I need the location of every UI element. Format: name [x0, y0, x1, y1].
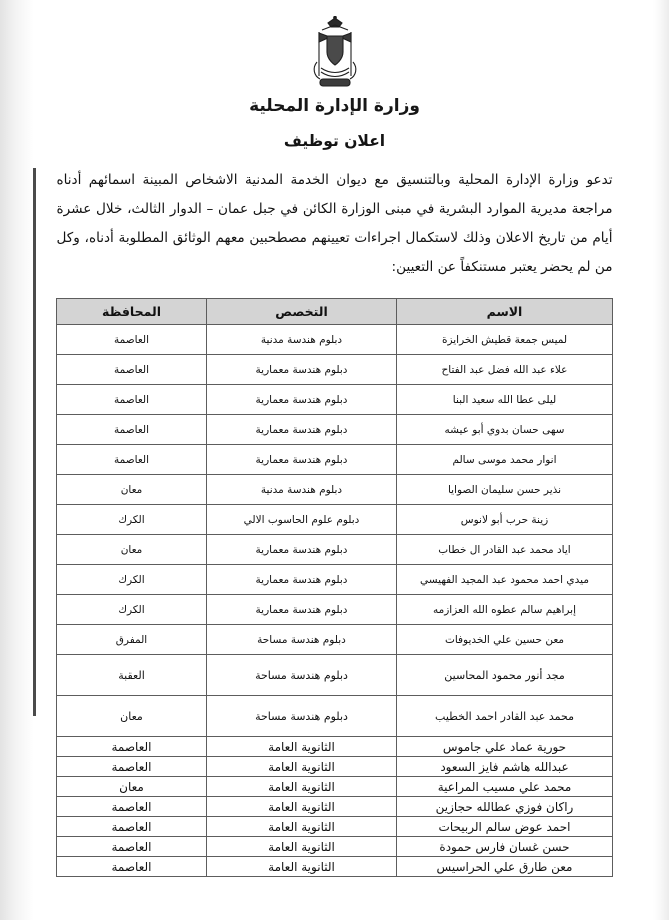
cell-specialty: دبلوم هندسة مدنية — [207, 475, 397, 505]
cell-specialty: دبلوم هندسة مساحة — [207, 625, 397, 655]
cell-name: عبدالله هاشم فايز السعود — [397, 757, 613, 777]
column-header-name: الاسم — [397, 299, 613, 325]
cell-governorate: العاصمة — [57, 325, 207, 355]
table-row — [57, 757, 613, 777]
ministry-name: وزارة الإدارة المحلية — [249, 96, 420, 116]
cell-governorate: العاصمة — [57, 857, 207, 877]
cell-name: محمد علي مسيب المراعية — [397, 777, 613, 797]
cell-governorate: العاصمة — [57, 817, 207, 837]
table-row — [57, 655, 613, 696]
cell-name: ميدي احمد محمود عبد المجيد الفهيسي — [397, 565, 613, 595]
table-row — [57, 505, 613, 535]
cell-name: اياد محمد عبد القادر ال خطاب — [397, 535, 613, 565]
cell-specialty: دبلوم هندسة معمارية — [207, 385, 397, 415]
cell-governorate: العاصمة — [57, 797, 207, 817]
cell-name: احمد عوض سالم الربيحات — [397, 817, 613, 837]
cell-governorate: العاصمة — [57, 415, 207, 445]
cell-governorate: العاصمة — [57, 757, 207, 777]
appointees-table-body — [57, 325, 613, 877]
table-row — [57, 595, 613, 625]
table-row — [57, 415, 613, 445]
table-row — [57, 817, 613, 837]
cell-name: ليلى عطا الله سعيد البنا — [397, 385, 613, 415]
cell-specialty: دبلوم هندسة مساحة — [207, 655, 397, 696]
cell-governorate: معان — [57, 696, 207, 737]
table-row — [57, 737, 613, 757]
cell-name: حورية عماد علي جاموس — [397, 737, 613, 757]
cell-governorate: العاصمة — [57, 385, 207, 415]
cell-name: محمد عبد القادر احمد الخطيب — [397, 696, 613, 737]
cell-specialty: دبلوم هندسة مدنية — [207, 325, 397, 355]
cell-specialty: الثانوية العامة — [207, 737, 397, 757]
cell-name: راكان فوزي عطالله حجازين — [397, 797, 613, 817]
table-row — [57, 777, 613, 797]
table-header-row — [57, 299, 613, 325]
cell-governorate: معان — [57, 535, 207, 565]
announcement-paragraph: تدعو وزارة الإدارة المحلية وبالتنسيق مع ديوان الخدمة المدنية الاشخاص المبينة اسمائهم أدناه مراجعة مديرية الموارد البشرية في مبنى الوزارة الكائن في جبل عمان – الدوار الثالث، خلال عشرة أيام من تاريخ الاعلان وذلك لاستكمال اجراءات تعيينهم مصطحبين معهم الوثائق المطلوبة أدناه، وكل من لم يحضر يعتبر مستنكفاً عن التعيين: — [56, 172, 613, 275]
cell-specialty: دبلوم هندسة معمارية — [207, 595, 397, 625]
table-row — [57, 797, 613, 817]
cell-specialty: الثانوية العامة — [207, 777, 397, 797]
cell-name: معن طارق علي الحراسيس — [397, 857, 613, 877]
cell-name: معن حسين علي الخديوفات — [397, 625, 613, 655]
cell-name: سهى حسان بدوي أبو عيشه — [397, 415, 613, 445]
cell-governorate: الكرك — [57, 565, 207, 595]
cell-governorate: معان — [57, 777, 207, 797]
emblem-container — [55, 16, 615, 94]
cell-name: حسن غسان فارس حمودة — [397, 837, 613, 857]
cell-specialty: الثانوية العامة — [207, 857, 397, 877]
cell-specialty: دبلوم هندسة معمارية — [207, 445, 397, 475]
cell-specialty: الثانوية العامة — [207, 757, 397, 777]
table-row — [57, 385, 613, 415]
cell-governorate: العاصمة — [57, 737, 207, 757]
cell-governorate: العاصمة — [57, 445, 207, 475]
cell-specialty: الثانوية العامة — [207, 797, 397, 817]
page-title: اعلان توظيف — [283, 132, 386, 150]
cell-specialty: الثانوية العامة — [207, 837, 397, 857]
table-row — [57, 445, 613, 475]
table-row — [57, 325, 613, 355]
cell-name: علاء عبد الله فضل عبد الفتاح — [397, 355, 613, 385]
cell-governorate: معان — [57, 475, 207, 505]
table-row — [57, 535, 613, 565]
cell-name: مجد أنور محمود المحاسين — [397, 655, 613, 696]
cell-specialty: دبلوم هندسة معمارية — [207, 565, 397, 595]
appointees-table — [56, 298, 613, 877]
cell-governorate: العقبة — [57, 655, 207, 696]
cell-governorate: الكرك — [57, 595, 207, 625]
cell-specialty: دبلوم هندسة معمارية — [207, 355, 397, 385]
table-row — [57, 837, 613, 857]
cell-specialty: دبلوم علوم الحاسوب الالي — [207, 505, 397, 535]
cell-name: انوار محمد موسى سالم — [397, 445, 613, 475]
table-row — [57, 565, 613, 595]
table-row — [57, 857, 613, 877]
column-header-specialty: التخصص — [207, 299, 397, 325]
cell-name: نذير حسن سليمان الصوايا — [397, 475, 613, 505]
table-row — [57, 625, 613, 655]
cell-governorate: العاصمة — [57, 355, 207, 385]
cell-governorate: المفرق — [57, 625, 207, 655]
table-row — [57, 696, 613, 737]
column-header-governorate: المحافظة — [57, 299, 207, 325]
table-row — [57, 355, 613, 385]
cell-governorate: الكرك — [57, 505, 207, 535]
cell-specialty: الثانوية العامة — [207, 817, 397, 837]
cell-name: إبراهيم سالم عطوه الله العزازمه — [397, 595, 613, 625]
table-row — [57, 475, 613, 505]
cell-specialty: دبلوم هندسة معمارية — [207, 415, 397, 445]
cell-specialty: دبلوم هندسة مساحة — [207, 696, 397, 737]
cell-governorate: العاصمة — [57, 837, 207, 857]
jordan-coat-of-arms-icon — [308, 16, 362, 90]
cell-specialty: دبلوم هندسة معمارية — [207, 535, 397, 565]
cell-name: زينة حرب أبو لانوس — [397, 505, 613, 535]
cell-name: لميس جمعة قطيش الخرايزة — [397, 325, 613, 355]
